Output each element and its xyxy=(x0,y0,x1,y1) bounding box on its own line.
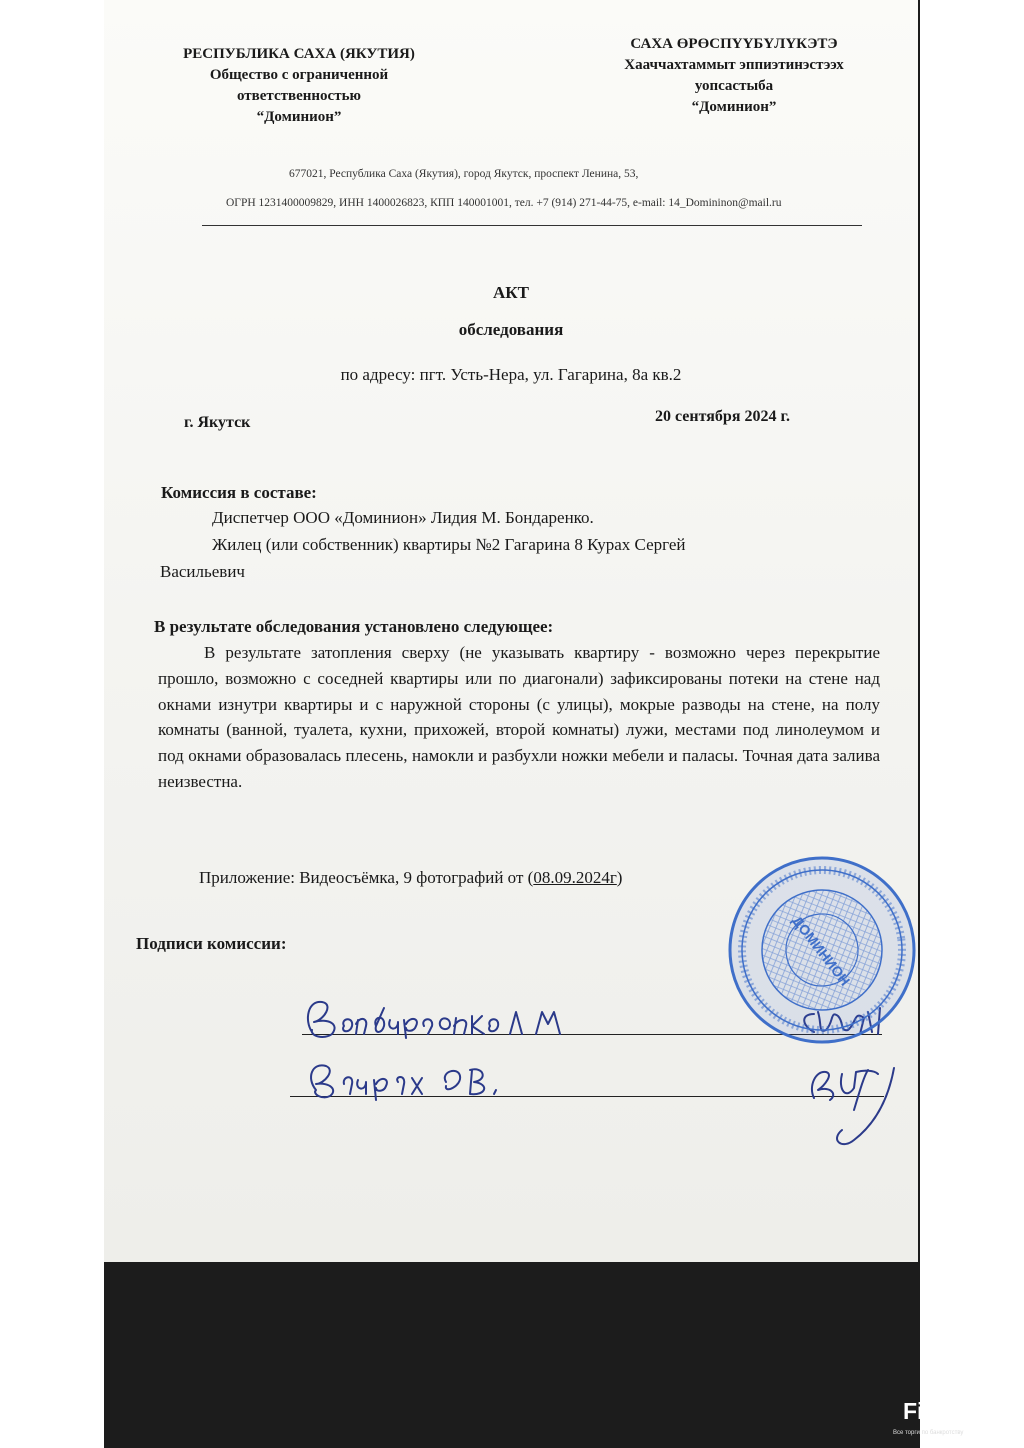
watermark-tagline: Все торги по банкротству xyxy=(893,1430,964,1436)
header-left xyxy=(149,44,449,128)
header-left-line3: ответственностью xyxy=(237,88,361,104)
inspection-address: по адресу: пгт. Усть-Нера, ул. Гагарина, 8а кв.2 xyxy=(340,365,682,384)
header-right-line3: уопсастыба xyxy=(694,78,774,94)
commission-member-1: Диспетчер ООО «Доминион» Лидия М. Бондаренко. xyxy=(212,508,594,527)
watermark-name: Finderlot xyxy=(903,1398,1002,1424)
document-date: 20 сентября 2024 г. xyxy=(655,408,790,425)
appendix-date: 08.09.2024г xyxy=(533,868,617,887)
company-registration: ОГРН 1231400009829, ИНН 1400026823, КПП 140001001, тел. +7 (914) 271-44-75, e-mail: 14_Domininon@mail.ru xyxy=(226,197,782,209)
header-right-line4: “Доминион” xyxy=(691,99,777,115)
header-left-line4: “Доминион” xyxy=(256,109,342,125)
result-text: В результате затопления сверху (не указывать квартиру - возможно через перекрытие прошло, возможно с соседней квартиры или по диагонали) зафиксированы потеки на стене над окнами изнутри квартиры и с наружной стороны (с улицы), мокрые разводы на стене, на полу комнаты (ванной, туалета, кухни, прихожей, второй комнаты) лужи, местами под линолеумом и под окнами образовалась плесень, намокли и разбухли ножки мебели и паласы. Точная дата залива неизвестна. xyxy=(158,643,880,791)
commission-member-2-cont: Васильевич xyxy=(160,562,245,581)
appendix xyxy=(199,868,622,888)
header-right-line2: Хааччахтаммыт эппиэтинэстээх xyxy=(624,57,844,73)
company-stamp xyxy=(722,850,922,1050)
header-divider xyxy=(202,225,862,226)
header-right-line1: САХА ӨРӨСПҮҮБҮЛҮКЭТЭ xyxy=(630,36,838,52)
commission-heading: Комиссия в составе: xyxy=(161,483,317,502)
commission-member-2: Жилец (или собственник) квартиры №2 Гагарина 8 Курах Сергей xyxy=(212,535,686,554)
company-address: 677021, Республика Саха (Якутия), город Якутск, проспект Ленина, 53, xyxy=(289,168,639,180)
document-page xyxy=(104,0,918,1262)
document-subtitle: обследования xyxy=(458,320,564,339)
appendix-suffix: ) xyxy=(616,868,623,887)
signatures-heading: Подписи комиссии: xyxy=(136,934,287,953)
header-right xyxy=(584,34,884,118)
document-title: АКТ xyxy=(493,283,529,302)
appendix-prefix: Приложение: Видеосъёмка, 9 фотографий от ( xyxy=(199,868,534,887)
header-left-line1: РЕСПУБЛИКА САХА (ЯКУТИЯ) xyxy=(183,46,415,62)
stamp-text: ДОМИНИОН xyxy=(789,912,854,989)
result-heading: В результате обследования установлено следующее: xyxy=(154,617,554,636)
header-left-line2: Общество с ограниченной xyxy=(209,67,389,83)
place: г. Якутск xyxy=(184,414,251,431)
